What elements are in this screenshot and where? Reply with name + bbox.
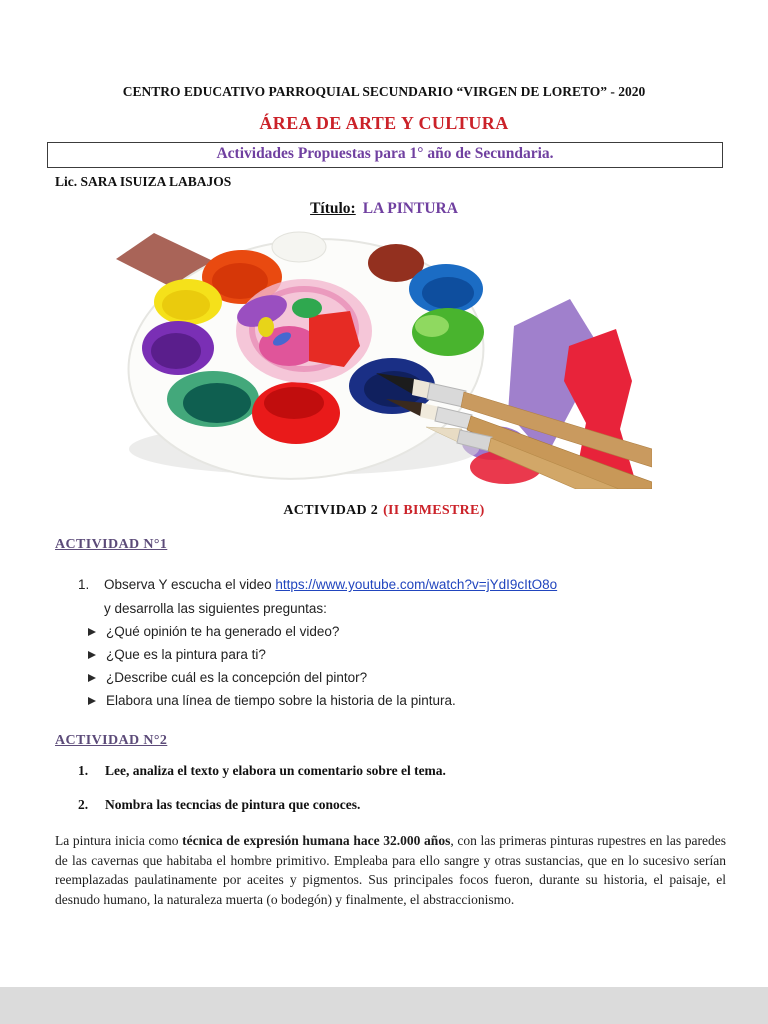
palette-image bbox=[114, 231, 652, 489]
youtube-link[interactable]: https://www.youtube.com/watch?v=jYdI9cItO8o bbox=[275, 577, 558, 592]
document-title bbox=[0, 200, 768, 218]
paragraph-bold: técnica de expresión humana hace 32.000 años bbox=[182, 833, 451, 848]
activities-box-banner bbox=[47, 142, 723, 168]
area-title: ÁREA DE ARTE Y CULTURA bbox=[259, 113, 509, 133]
arrow-bullet-icon bbox=[88, 697, 96, 705]
title-value: LA PINTURA bbox=[362, 200, 458, 217]
page-end-gutter bbox=[0, 987, 768, 1024]
bullet-text: Elabora una línea de tiempo sobre la historia de la pintura. bbox=[106, 693, 456, 708]
title-label: Título: bbox=[310, 200, 356, 217]
activity2-item-1 bbox=[78, 763, 446, 779]
school-header: CENTRO EDUCATIVO PARROQUIAL SECUNDARIO “VIRGEN DE LORETO” - 2020 bbox=[122, 84, 646, 99]
arrow-bullet-icon bbox=[88, 628, 96, 636]
question-list bbox=[88, 620, 456, 712]
item-number: 1. bbox=[78, 763, 89, 778]
list-item bbox=[88, 643, 456, 666]
arrow-bullet-icon bbox=[88, 651, 96, 659]
activity2-heading: ACTIVIDAD N°2 bbox=[55, 733, 168, 748]
green-blob-center bbox=[292, 298, 322, 318]
list-item bbox=[88, 620, 456, 643]
palette-illustration bbox=[114, 231, 652, 489]
arrow-bullet-icon bbox=[88, 674, 96, 682]
activity-banner bbox=[0, 503, 768, 519]
item-text: Lee, analiza el texto y elabora un comentario sobre el tema. bbox=[105, 763, 446, 778]
item-text: Observa Y escucha el video bbox=[104, 577, 276, 592]
purple-paint-inner bbox=[151, 333, 201, 369]
reading-paragraph bbox=[55, 831, 726, 909]
red-paint-well-inner bbox=[264, 387, 324, 419]
blue-paint-inner bbox=[422, 277, 474, 309]
list-item bbox=[88, 666, 456, 689]
activity1-heading: ACTIVIDAD N°1 bbox=[55, 537, 168, 552]
paragraph-part1: La pintura inicia como bbox=[55, 833, 183, 848]
box-banner-text: Actividades Propuestas para 1° año de Secundaria. bbox=[216, 145, 554, 162]
activity1-item-1-line2: y desarrolla las siguientes preguntas: bbox=[104, 601, 327, 616]
activity-banner-black: ACTIVIDAD 2 bbox=[283, 503, 379, 518]
item-number: 1. bbox=[78, 577, 90, 592]
bullet-text: ¿Describe cuál es la concepción del pintor? bbox=[106, 670, 368, 685]
yellow-paint-inner bbox=[162, 290, 210, 320]
empty-well bbox=[272, 232, 326, 262]
bullet-text: ¿Qué opinión te ha generado el video? bbox=[106, 624, 340, 639]
bullet-text: ¿Que es la pintura para ti? bbox=[106, 647, 266, 662]
green-paint-highlight bbox=[415, 315, 449, 337]
item-text: Nombra las tecncias de pintura que conoces. bbox=[105, 797, 361, 812]
teacher-name: Lic. SARA ISUIZA LABAJOS bbox=[55, 174, 232, 189]
list-item bbox=[88, 689, 456, 712]
activity-banner-red: (II BIMESTRE) bbox=[383, 503, 485, 518]
teal-paint-inner bbox=[183, 383, 251, 423]
paragraph-part2: , con las primeras pinturas rupestres en las paredes de las cavernas que habitaba el hombre primitivo. Empleaba para ello sangre y otras sustancias, que en lo sucesivo serían reemplazadas paulatinamente por aceites y pigmentos. Sus principales focos fueron, durante su historia, el paisaje, el desnudo humano, la naturaleza muerta (o bodegón) y finalmente, el abstraccionismo. bbox=[55, 833, 726, 907]
activity2-item-2 bbox=[78, 797, 360, 813]
yellow-dot-center bbox=[258, 317, 274, 337]
item-number: 2. bbox=[78, 797, 89, 812]
activity1-item-1 bbox=[78, 577, 557, 592]
